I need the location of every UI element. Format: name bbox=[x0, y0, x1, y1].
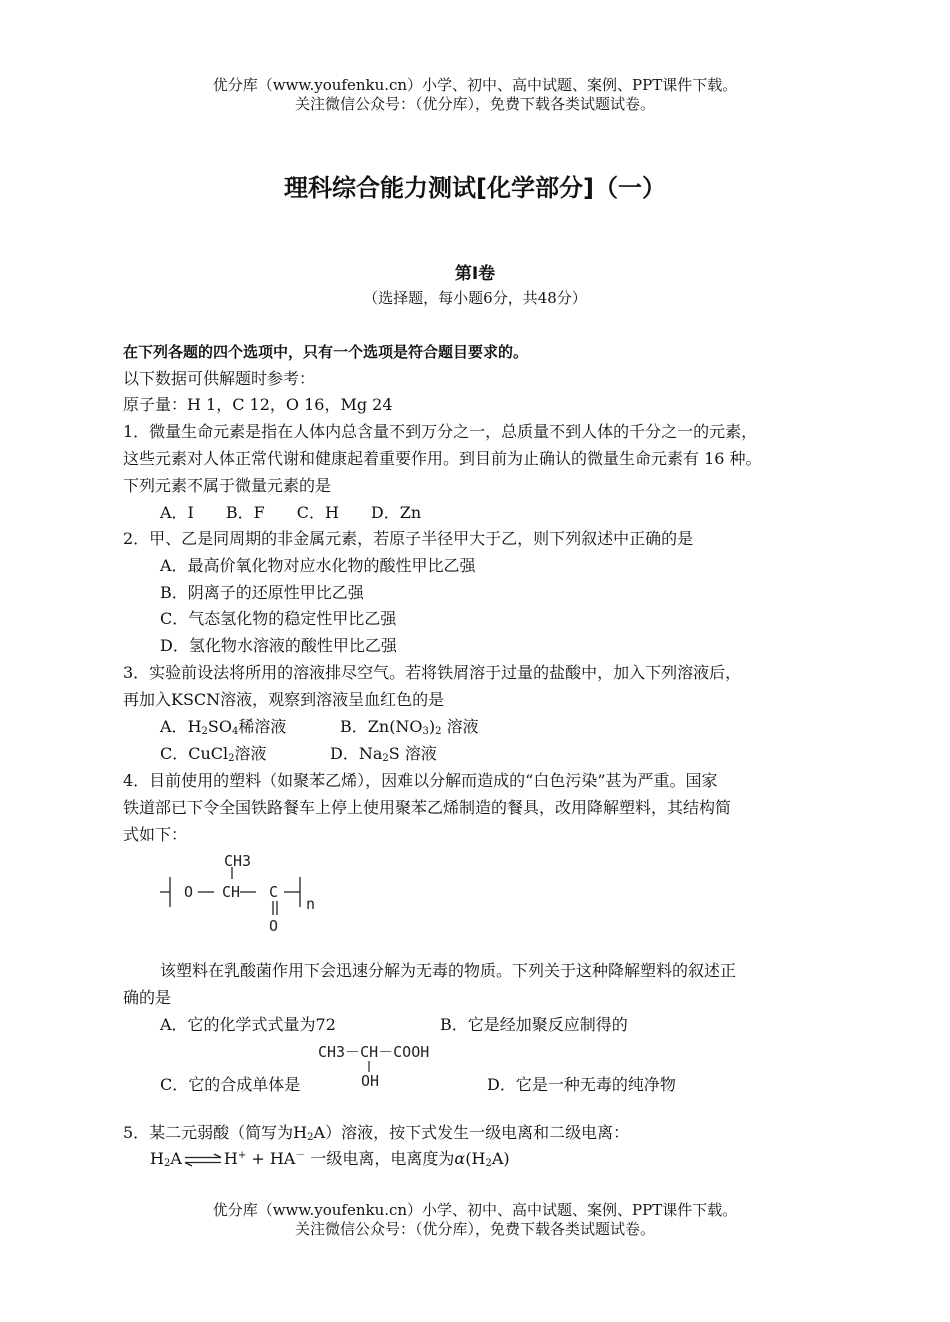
q2-option-b: B．阴离子的还原性甲比乙强 bbox=[160, 583, 364, 602]
monomer-chain: CH3－CH－COOH bbox=[318, 1043, 430, 1061]
equilibrium-arrow-icon bbox=[184, 1154, 222, 1166]
q4-option-b: B．它是经加聚反应制得的 bbox=[440, 1015, 628, 1034]
polymer-structure-diagram bbox=[150, 845, 330, 940]
header-line-1: 优分库（www.youfenku.cn）小学、初中、高中试题、案例、PPT课件下载。 bbox=[212, 76, 738, 94]
header-line-2: 关注微信公众号：（优分库），免费下载各类试题试卷。 bbox=[294, 95, 655, 113]
q4-line-4: 该塑料在乳酸菌作用下会迅速分解为无毒的物质。下列关于这种降解塑料的叙述正 bbox=[160, 961, 737, 980]
instruction: 在下列各题的四个选项中，只有一个选项是符合题目要求的。 bbox=[123, 343, 529, 361]
q4-line-5: 确的是 bbox=[123, 988, 172, 1007]
monomer-oh: OH bbox=[361, 1072, 380, 1090]
volume-note: （选择题，每小题6分，共48分） bbox=[363, 289, 587, 307]
q4-line-2: 铁道部已下令全国铁路餐车上停上使用聚苯乙烯制造的餐具，改用降解塑料，其结构简 bbox=[123, 798, 732, 817]
ch-group: CH bbox=[222, 883, 241, 901]
q1-line-3: 下列元素不属于微量元素的是 bbox=[123, 476, 332, 495]
q4-option-a: A．它的化学式式量为72 bbox=[160, 1015, 336, 1034]
q1-line-2: 这些元素对人体正常代谢和健康起着重要作用。到目前为止确认的微量生命元素有 16 种。 bbox=[123, 449, 762, 468]
page-title: 理科综合能力测试[化学部分]（一） bbox=[284, 174, 666, 202]
footer-line-1: 优分库（www.youfenku.cn）小学、初中、高中试题、案例、PPT课件下载。 bbox=[212, 1201, 738, 1219]
atomic-mass: 原子量：H 1，C 12，O 16，Mg 24 bbox=[123, 395, 393, 414]
carbon-atom: C bbox=[269, 883, 279, 901]
repeat-n: n bbox=[306, 895, 316, 913]
q4-line-1: 4．目前使用的塑料（如聚苯乙烯），因难以分解而造成的“白色污染”甚为严重。国家 bbox=[123, 771, 718, 790]
oxygen-atom: O bbox=[184, 883, 194, 901]
q3-option-a: A．$H_2SO_4$稀溶液 bbox=[160, 717, 287, 737]
footer-line-2: 关注微信公众号：（优分库），免费下载各类试题试卷。 bbox=[294, 1220, 655, 1238]
q2-option-a: A．最高价氧化物对应水化物的酸性甲比乙强 bbox=[160, 556, 476, 575]
q5-stem: 5．某二元弱酸（简写为$H_2A$）溶液，按下式发生一级电离和二级电离： bbox=[123, 1123, 630, 1143]
q3-line-2: 再加入KSCN溶液，观察到溶液呈血红色的是 bbox=[123, 690, 445, 709]
q3-option-b: B．$Zn(NO_3)_2$ 溶液 bbox=[340, 717, 479, 737]
ch3-group: CH3 bbox=[224, 852, 252, 870]
q2-option-d: D．氢化物水溶液的酸性甲比乙强 bbox=[160, 636, 397, 655]
q4-option-c: C．它的合成单体是 bbox=[160, 1075, 301, 1094]
q2-stem: 2．甲、乙是同周期的非金属元素，若原子半径甲大于乙，则下列叙述中正确的是 bbox=[123, 529, 694, 548]
q1-options: A．I B．F C．H D．Zn bbox=[160, 503, 422, 522]
monomer-structure-diagram bbox=[318, 1040, 468, 1090]
q4-option-d: D．它是一种无毒的纯净物 bbox=[487, 1075, 676, 1094]
q5-equation: $H_2A$ H+ + HA－ 一级电离，电离度为$\alpha(H_2A)$ bbox=[150, 1149, 510, 1169]
q2-option-c: C．气态氢化物的稳定性甲比乙强 bbox=[160, 609, 397, 628]
volume-heading: 第Ⅰ卷 bbox=[454, 264, 496, 284]
reference-intro: 以下数据可供解题时参考： bbox=[123, 369, 316, 388]
q3-option-c: C．CuCl$_2$溶液 bbox=[160, 744, 267, 764]
q3-option-d: D．$Na_2S$ 溶液 bbox=[330, 744, 437, 764]
q3-line-1: 3．实验前设法将所用的溶液排尽空气。若将铁屑溶于过量的盐酸中，加入下列溶液后， bbox=[123, 663, 742, 682]
q4-line-3: 式如下： bbox=[123, 825, 188, 844]
q1-line-1: 1．微量生命元素是指在人体内总含量不到万分之一，总质量不到人体的千分之一的元素， bbox=[123, 422, 758, 441]
carbonyl-oxygen: O bbox=[269, 917, 279, 935]
